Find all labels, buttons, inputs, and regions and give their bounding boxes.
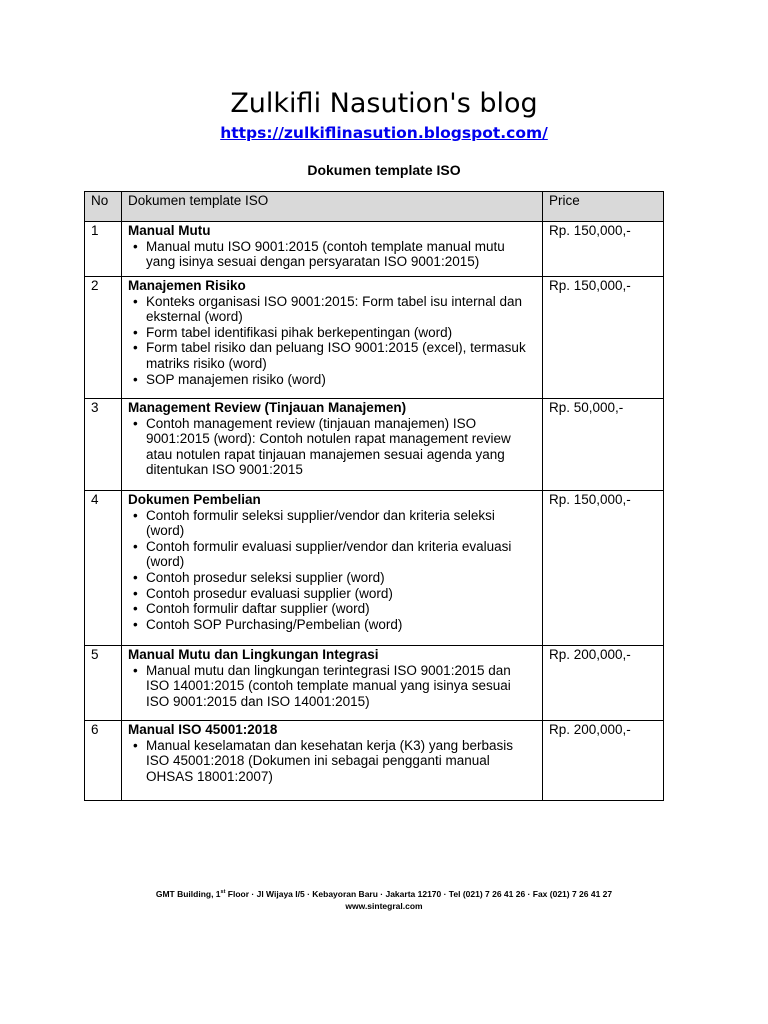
row-price: Rp. 150,000,- (543, 491, 664, 646)
row-item-list (128, 508, 536, 633)
row-title: Manajemen Risiko (128, 278, 246, 293)
row-document (122, 646, 543, 721)
row-document (122, 277, 543, 399)
document-title: Dokumen template ISO (307, 162, 461, 178)
row-title: Manual Mutu dan Lingkungan Integrasi (128, 647, 379, 662)
row-document (122, 399, 543, 491)
row-number: 5 (85, 646, 122, 721)
blog-header (0, 86, 768, 144)
footer (0, 886, 768, 912)
footer-address-end: Floor · Jl Wijaya I/5 · Kebayoran Baru · Jakarta 12170 · Tel (021) 7 26 41 26 · Fax (021) 7 26 41 27 (225, 888, 613, 899)
row-price: Rp. 50,000,- (543, 399, 664, 491)
footer-address-sup: st (220, 889, 226, 895)
list-item: • Contoh prosedur seleksi supplier (word) (146, 570, 536, 586)
list-item: • Manual mutu ISO 9001:2015 (contoh template manual mutu yang isinya sesuai dengan persyaratan ISO 9001:2015) (146, 239, 536, 270)
row-price: Rp. 200,000,- (543, 721, 664, 801)
row-number: 2 (85, 277, 122, 399)
table-row (85, 646, 664, 721)
header-price: Price (543, 192, 664, 222)
footer-address (0, 886, 768, 900)
row-number: 1 (85, 222, 122, 277)
row-number: 3 (85, 399, 122, 491)
table-row (85, 222, 664, 277)
list-item: • SOP manajemen risiko (word) (146, 372, 536, 388)
blog-url-link[interactable]: https://zulkiflinasution.blogspot.com/ (220, 124, 548, 142)
list-item: • Contoh SOP Purchasing/Pembelian (word) (146, 617, 536, 633)
row-number: 4 (85, 491, 122, 646)
row-item-list (128, 738, 536, 785)
row-price: Rp. 200,000,- (543, 646, 664, 721)
list-item: • Contoh management review (tinjauan manajemen) ISO 9001:2015 (word): Contoh notulen rapat management review atau notulen rapat tinjauan manajemen sesuai agenda yang ditentukan ISO 9001:2015 (146, 416, 536, 478)
row-price: Rp. 150,000,- (543, 222, 664, 277)
row-title: Management Review (Tinjauan Manajemen) (128, 400, 407, 415)
row-document (122, 721, 543, 801)
row-item-list (128, 416, 536, 478)
row-title: Manual Mutu (128, 223, 211, 238)
table-row (85, 399, 664, 491)
list-item: • Form tabel identifikasi pihak berkepentingan (word) (146, 325, 536, 341)
blog-title: Zulkifli Nasution's blog (230, 88, 538, 119)
header-document: Dokumen template ISO (122, 192, 543, 222)
list-item: • Contoh formulir seleksi supplier/vendor dan kriteria seleksi (word) (146, 508, 536, 539)
list-item: • Contoh formulir daftar supplier (word) (146, 601, 536, 617)
row-title: Manual ISO 45001:2018 (128, 722, 278, 737)
list-item: • Contoh prosedur evaluasi supplier (word) (146, 586, 536, 602)
row-document (122, 491, 543, 646)
footer-website: www.sintegral.com (345, 900, 423, 911)
table-header-row (85, 192, 664, 222)
row-number: 6 (85, 721, 122, 801)
list-item: • Form tabel risiko dan peluang ISO 9001:2015 (excel), termasuk matriks risiko (word) (146, 340, 536, 371)
table-row (85, 277, 664, 399)
table-body (85, 222, 664, 801)
list-item: • Manual keselamatan dan kesehatan kerja (K3) yang berbasis ISO 45001:2018 (Dokumen ini sebagai pengganti manual OHSAS 18001:2007) (146, 738, 536, 785)
footer-address-start: GMT Building, 1 (155, 888, 221, 899)
row-price: Rp. 150,000,- (543, 277, 664, 399)
row-document (122, 222, 543, 277)
list-item: • Manual mutu dan lingkungan terintegrasi ISO 9001:2015 dan ISO 14001:2015 (contoh template manual yang isinya sesuai ISO 9001:2015 dan ISO 14001:2015) (146, 663, 536, 710)
row-item-list (128, 663, 536, 710)
row-title: Dokumen Pembelian (128, 492, 261, 507)
list-item: • Contoh formulir evaluasi supplier/vendor dan kriteria evaluasi (word) (146, 539, 536, 570)
table-row (85, 721, 664, 801)
header-no: No (85, 192, 122, 222)
table-row (85, 491, 664, 646)
template-table (84, 191, 664, 801)
row-item-list (128, 294, 536, 388)
row-item-list (128, 239, 536, 270)
list-item: • Konteks organisasi ISO 9001:2015: Form tabel isu internal dan eksternal (word) (146, 294, 536, 325)
